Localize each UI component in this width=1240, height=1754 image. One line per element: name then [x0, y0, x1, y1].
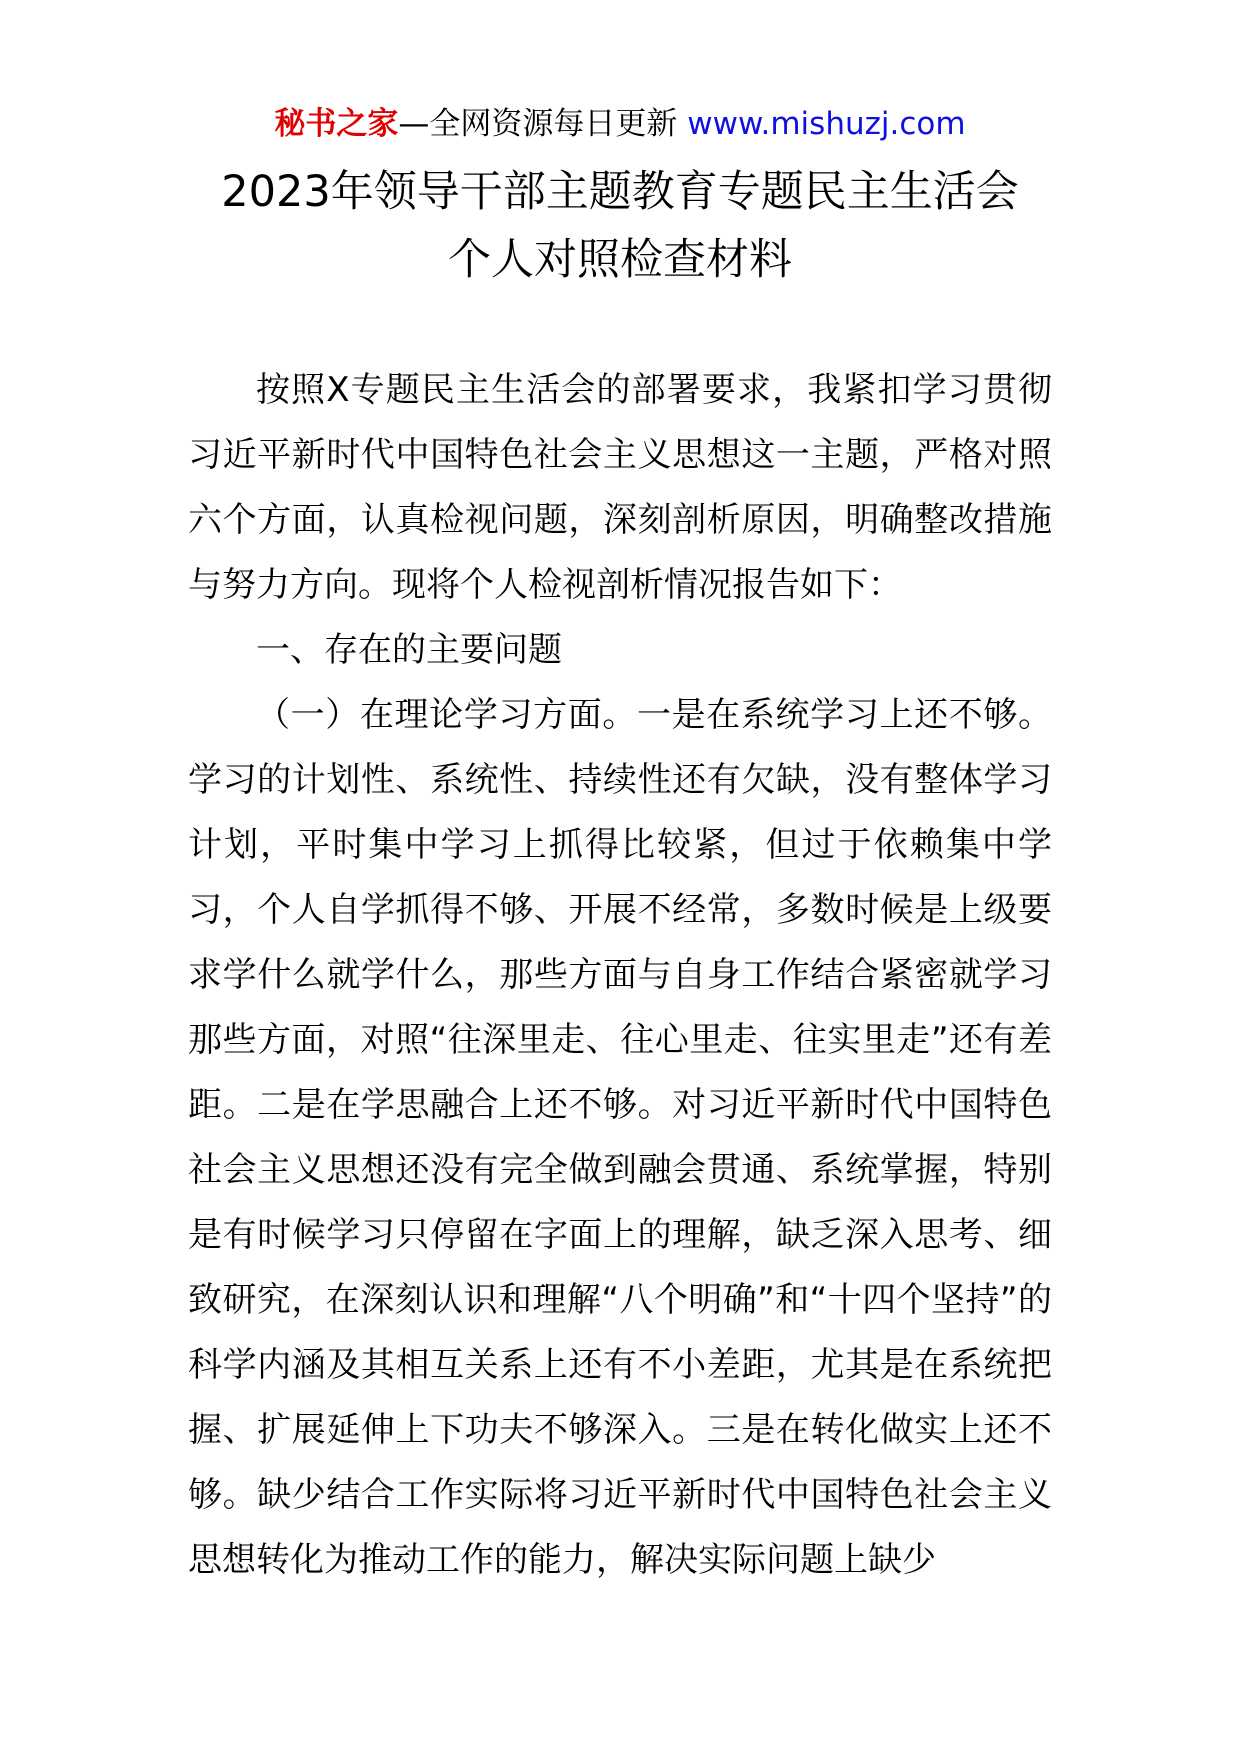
intro-paragraph: 按照X专题民主生活会的部署要求，我紧扣学习贯彻习近平新时代中国特色社会主义思想这一主题，严格对照六个方面，认真检视问题，深刻剖析原因，明确整改措施与努力方向。现将个人检视剖析情况报告如下： — [188, 370, 1052, 605]
document-title-line-2: 个人对照检查材料 — [448, 235, 792, 285]
brand-name: 秘书之家 — [274, 106, 399, 142]
site-banner — [0, 104, 1240, 144]
site-link[interactable]: www.mishuzj.com — [687, 106, 966, 142]
document-body — [188, 358, 1052, 1593]
section-heading: 一、存在的主要问题 — [256, 630, 562, 670]
body-paragraph: （一）在理论学习方面。一是在系统学习上还不够。学习的计划性、系统性、持续性还有欠缺，没有整体学习计划，平时集中学习上抓得比较紧，但过于依赖集中学习，个人自学抓得不够、开展不经常，多数时候是上级要求学什么就学什么，那些方面与自身工作结合紧密就学习那些方面，对照“往深里走、往心里走、往实里走”还有差距。二是在学思融合上还不够。对习近平新时代中国特色社会主义思想还没有完全做到融会贯通、系统掌握，特别是有时候学习只停留在字面上的理解，缺乏深入思考、细致研究，在深刻认识和理解“八个明确”和“十四个坚持”的科学内涵及其相互关系上还有不小差距，尤其是在系统把握、扩展延伸上下功夫不够深入。三是在转化做实上还不够。缺少结合工作实际将习近平新时代中国特色社会主义思想转化为推动工作的能力，解决实际问题上缺少 — [188, 695, 1052, 1580]
banner-tagline: —全网资源每日更新 — [398, 106, 688, 142]
document-title-line-1: 2023年领导干部主题教育专题民主生活会 — [221, 167, 1019, 217]
